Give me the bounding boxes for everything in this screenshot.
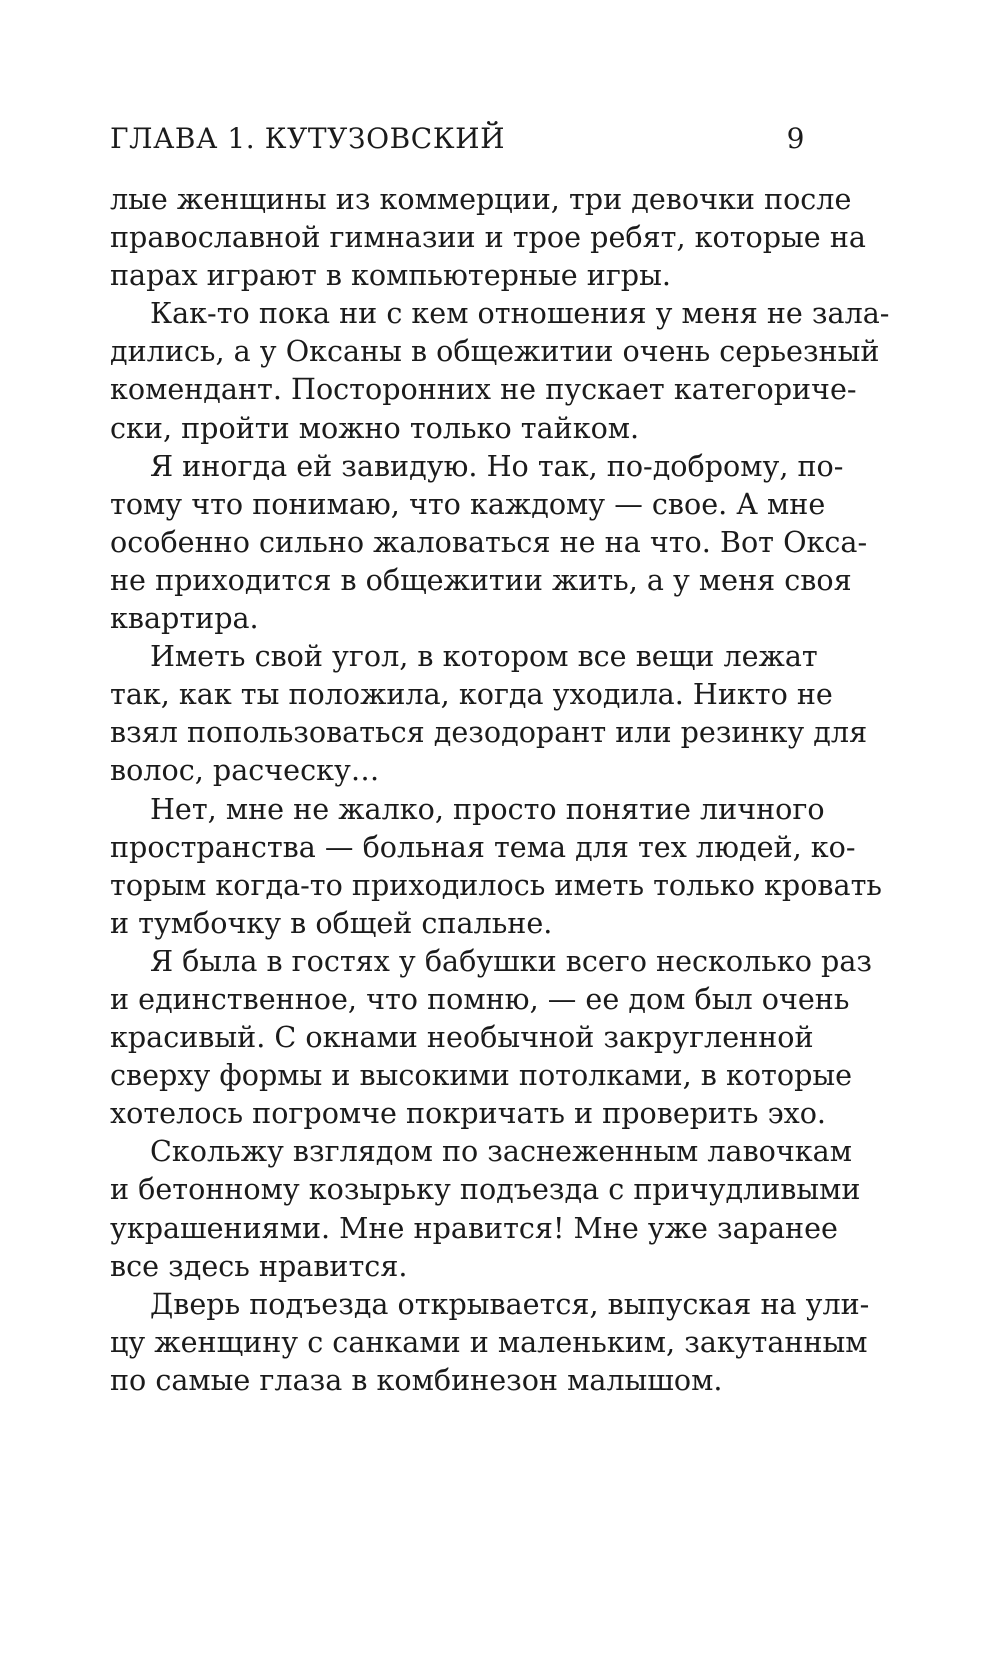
body-text xyxy=(110,180,890,1399)
text-line: и бетонному козырьку подъезда с причудливыми xyxy=(110,1172,861,1207)
text-line: особенно сильно жаловаться не на что. Вот Окса- xyxy=(110,524,868,559)
text-line: лые женщины из коммерции, три девочки после xyxy=(110,182,852,216)
page-number: 9 xyxy=(786,122,805,155)
text-line: торым когда-то приходилось иметь только кровать xyxy=(110,867,882,902)
text-line: Скольжу взглядом по заснеженным лавочкам xyxy=(150,1134,852,1169)
text-line: Я была в гостях у бабушки всего несколько раз xyxy=(150,943,872,978)
text-line: Дверь подъезда открывается, выпуская на ули- xyxy=(150,1286,870,1321)
text-line: цу женщину с санками и маленьким, закутанным xyxy=(110,1324,868,1359)
text-line: сверху формы и высокими потолками, в которые xyxy=(110,1058,853,1093)
text-line: комендант. Посторонних не пускает категориче- xyxy=(110,372,857,407)
text-line: Я иногда ей завидую. Но так, по-доброму, по- xyxy=(150,448,844,483)
text-line: и тумбочку в общей спальне. xyxy=(110,905,553,940)
text-line: так, как ты положила, когда уходила. Никто не xyxy=(110,677,833,712)
text-line: квартира. xyxy=(110,601,259,636)
text-line: и единственное, что помню, — ее дом был очень xyxy=(110,981,850,1016)
text-line: взял попользоваться дезодорант или резинку для xyxy=(110,715,868,750)
text-line: Иметь свой угол, в котором все вещи лежат xyxy=(150,639,818,674)
text-line: парах играют в компьютерные игры. xyxy=(110,258,671,293)
text-line: Как-то пока ни с кем отношения у меня не зала- xyxy=(150,296,890,331)
text-line: волос, расческу… xyxy=(110,753,380,788)
text-line: не приходится в общежитии жить, а у меня своя xyxy=(110,562,852,597)
text-line: дились, а у Оксаны в общежитии очень серьезный xyxy=(110,334,880,369)
text-line: украшениями. Мне нравится! Мне уже заранее xyxy=(110,1210,838,1245)
text-line: все здесь нравится. xyxy=(110,1248,408,1283)
chapter-title: ГЛАВА 1. КУТУЗОВСКИЙ xyxy=(110,122,506,155)
text-line: православной гимназии и трое ребят, которые на xyxy=(110,220,866,255)
text-line: тому что понимаю, что каждому — свое. А мне xyxy=(110,486,826,521)
text-line: Нет, мне не жалко, просто понятие личного xyxy=(150,791,825,826)
text-line: пространства — больная тема для тех людей, ко- xyxy=(110,829,856,864)
text-line: ски, пройти можно только тайком. xyxy=(110,410,640,445)
text-line: красивый. С окнами необычной закругленной xyxy=(110,1020,814,1055)
text-line: по самые глаза в комбинезон малышом. xyxy=(110,1362,723,1397)
text-line: хотелось погромче покричать и проверить эхо. xyxy=(110,1096,827,1131)
